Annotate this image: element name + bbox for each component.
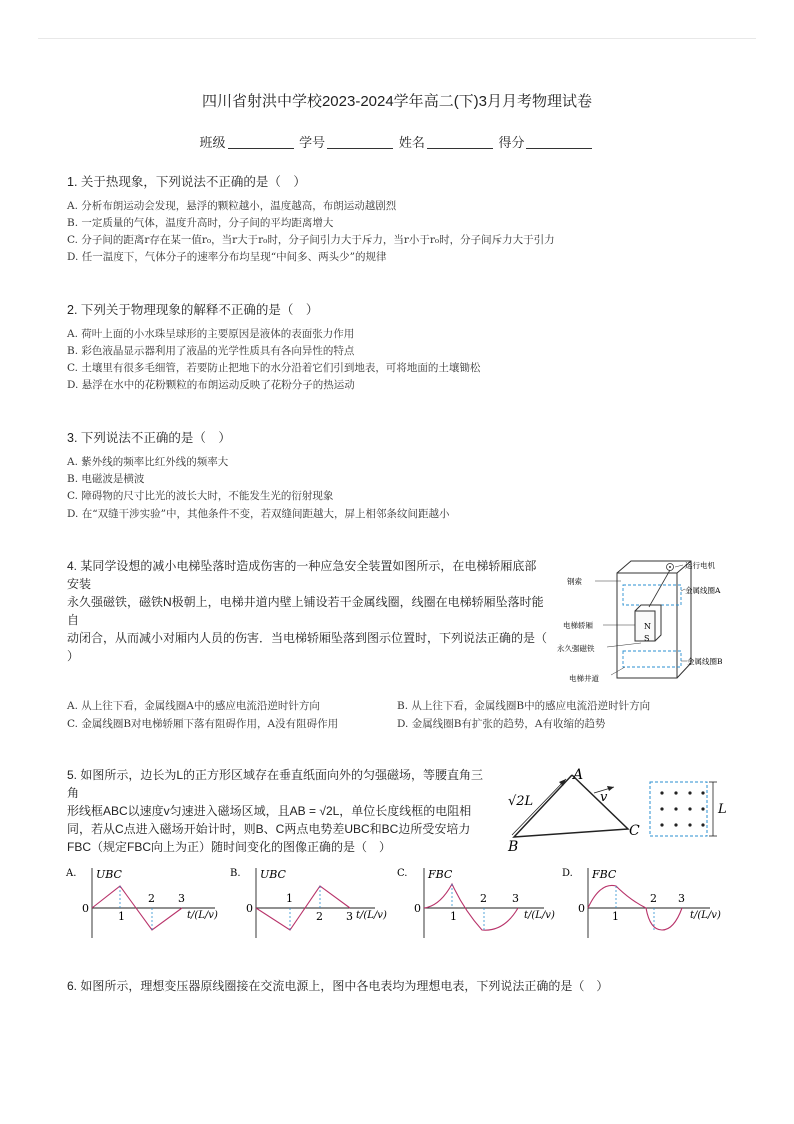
q4-elevator-figure <box>555 555 745 685</box>
exam-title: 四川省射洪中学校2023-2024学年高二(下)3月月考物理试卷 <box>201 93 593 110</box>
q4-option-a[interactable]: A. 从上往下看，金属线圈A中的感应电流沿逆时针方向 <box>67 700 320 712</box>
graph-b-xlabel: t/(L/v) <box>356 910 387 921</box>
q5-stem <box>67 766 487 856</box>
student-info-line <box>0 132 794 151</box>
q2-option-d[interactable]: D. 悬浮在水中的花粉颗粒的布朗运动反映了花粉分子的热运动 <box>67 379 355 391</box>
graph-a-origin: 0 <box>82 902 89 915</box>
q4-stem-line-3: 动闭合，从而减小对厢内人员的伤害．当电梯轿厢坠落到图示位置时，下列说法正确的是（ <box>67 631 548 645</box>
q4-stem-line-2: 永久强磁铁，磁铁N极朝上，电梯井道内壁上铺设若干金属线圈，线圈在电梯轿厢坠落时能自 <box>67 595 544 627</box>
top-rule <box>38 38 756 39</box>
label-coil-a: 金属线圈A <box>685 586 721 595</box>
graph-b-ylabel: UBC <box>260 868 286 881</box>
score-blank[interactable] <box>526 148 592 149</box>
q2-stem: 2. 下列关于物理现象的解释不正确的是（ ） <box>67 303 319 317</box>
q5-stem-line-1: 5. 如图所示，边长为L的正方形区域存在垂直纸面向外的匀强磁场，等腰直角三角 <box>67 768 484 800</box>
q2-option-b[interactable]: B. 彩色液晶显示器利用了液晶的光学性质具有各向异性的特点 <box>67 345 355 357</box>
graph-c-letter: C. <box>397 868 408 879</box>
graph-d-origin: 0 <box>578 902 585 915</box>
graph-a-ylabel: UBC <box>96 868 122 881</box>
q4-option-d[interactable]: D. 金属线圈B有扩张的趋势，A有收缩的趋势 <box>397 718 606 730</box>
side-ab-label: √2L <box>508 794 534 809</box>
vertex-a-label: A <box>573 767 584 783</box>
q2-option-a[interactable]: A. 荷叶上面的小水珠呈球形的主要原因是液体的表面张力作用 <box>67 328 355 340</box>
q5-stem-line-2: 形线框ABC以速度v匀速进入磁场区域，且AB = √2L，单位长度线框的电阻相 <box>67 804 472 818</box>
label-motor: 运行电机 <box>685 561 715 570</box>
label-car: 电梯轿厢 <box>563 621 593 630</box>
q4-stem <box>67 557 547 665</box>
label-coil-b: 金属线圈B <box>687 657 723 666</box>
q6-stem: 6. 如图所示，理想变压器原线圈接在交流电源上，图中各电表均为理想电表，下列说法正确的是（ ） <box>67 979 609 993</box>
graph-c-tick-1: 1 <box>450 910 457 923</box>
score-label: 得分 <box>498 135 525 150</box>
graph-b[interactable] <box>230 868 387 938</box>
graph-a-tick-3: 3 <box>178 892 185 905</box>
q3-option-d[interactable]: D. 在“双缝干涉实验”中，其他条件不变，若双缝间距越大，屏上相邻条纹间距越小 <box>67 508 450 520</box>
graph-b-tick-3: 3 <box>346 910 353 923</box>
q3-option-c[interactable]: C. 障碍物的尺寸比光的波长大时，不能发生光的衍射现象 <box>67 490 334 502</box>
graph-d-tick-3: 3 <box>678 892 685 905</box>
q3-stem: 3. 下列说法不正确的是（ ） <box>67 431 231 445</box>
q4-stem-line-4: ） <box>67 649 80 663</box>
class-blank[interactable] <box>228 148 294 149</box>
q1-option-a[interactable]: A. 分析布朗运动会发现，悬浮的颗粒越小，温度越高，布朗运动越剧烈 <box>67 200 397 212</box>
graph-a-tick-1: 1 <box>118 910 125 923</box>
q1-option-d[interactable]: D. 任一温度下，气体分子的速率分布均呈现“中间多、两头少”的规律 <box>67 251 387 263</box>
graph-a-letter: A. <box>66 868 77 879</box>
graph-a[interactable] <box>65 868 218 938</box>
graph-b-letter: B. <box>230 868 241 879</box>
graph-c-ylabel: FBC <box>428 868 453 881</box>
id-label: 学号 <box>299 135 326 150</box>
vertex-c-label: C <box>629 823 640 839</box>
field-dots <box>660 791 704 826</box>
name-blank[interactable] <box>427 148 493 149</box>
graph-d-letter: D. <box>562 868 573 879</box>
q5-stem-line-3: 同，若从C点进入磁场开始计时，则B、C两点电势差UBC和BC边所受安培力 <box>67 822 471 836</box>
graph-a-xlabel: t/(L/v) <box>187 910 218 921</box>
label-magnet: 永久强磁铁 <box>557 644 595 653</box>
magnet-n-label: N <box>644 622 651 631</box>
q4-option-b[interactable]: B. 从上往下看，金属线圈B中的感应电流沿逆时针方向 <box>397 700 651 712</box>
class-label: 班级 <box>199 135 226 150</box>
vertex-b-label: B <box>508 839 519 855</box>
q1-option-c[interactable]: C. 分子间的距离r存在某一值r₀，当r大于r₀时，分子间引力大于斥力，当r小于r₀时，分子间斥力大于引力 <box>67 234 555 246</box>
q4-stem-line-1: 4. 某同学设想的减小电梯坠落时造成伤害的一种应急安全装置如图所示，在电梯轿厢底部安装 <box>67 559 537 591</box>
graph-c-xlabel: t/(L/v) <box>524 910 555 921</box>
graph-d[interactable] <box>562 868 721 938</box>
q3-option-b[interactable]: B. 电磁波是横波 <box>67 473 145 485</box>
velocity-label: v <box>600 790 608 805</box>
q1-stem: 1. 关于热现象，下列说法不正确的是（ ） <box>67 175 306 189</box>
label-shaft: 电梯井道 <box>569 674 599 683</box>
graph-c[interactable] <box>397 868 555 938</box>
side-l-label: L <box>718 802 727 817</box>
graph-c-tick-3: 3 <box>512 892 519 905</box>
graph-d-tick-1: 1 <box>612 910 619 923</box>
q1-option-b[interactable]: B. 一定质量的气体，温度升高时，分子间的平均距离增大 <box>67 217 334 229</box>
id-blank[interactable] <box>327 148 393 149</box>
graph-b-origin: 0 <box>246 902 253 915</box>
graph-b-tick-2: 2 <box>316 910 323 923</box>
graph-c-tick-2: 2 <box>480 892 487 905</box>
graph-d-ylabel: FBC <box>592 868 617 881</box>
q5-answer-graphs <box>60 860 730 945</box>
graph-d-xlabel: t/(L/v) <box>690 910 721 921</box>
q5-stem-line-4: FBC（规定FBC向上为正）随时间变化的图像正确的是（ ） <box>67 840 392 854</box>
magnet-s-label: S <box>644 634 650 643</box>
q4-option-c[interactable]: C. 金属线圈B对电梯轿厢下落有阻碍作用，A没有阻碍作用 <box>67 718 339 730</box>
q3-option-a[interactable]: A. 紫外线的频率比红外线的频率大 <box>67 456 229 468</box>
label-cable: 钢索 <box>567 577 582 586</box>
q5-triangle-figure <box>500 765 745 855</box>
graph-b-tick-1: 1 <box>286 892 293 905</box>
q2-option-c[interactable]: C. 土壤里有很多毛细管，若要防止把地下的水分沿着它们引到地表，可将地面的土壤锄松 <box>67 362 481 374</box>
graph-d-tick-2: 2 <box>650 892 657 905</box>
graph-c-origin: 0 <box>414 902 421 915</box>
name-label: 姓名 <box>398 135 425 150</box>
graph-a-tick-2: 2 <box>148 892 155 905</box>
